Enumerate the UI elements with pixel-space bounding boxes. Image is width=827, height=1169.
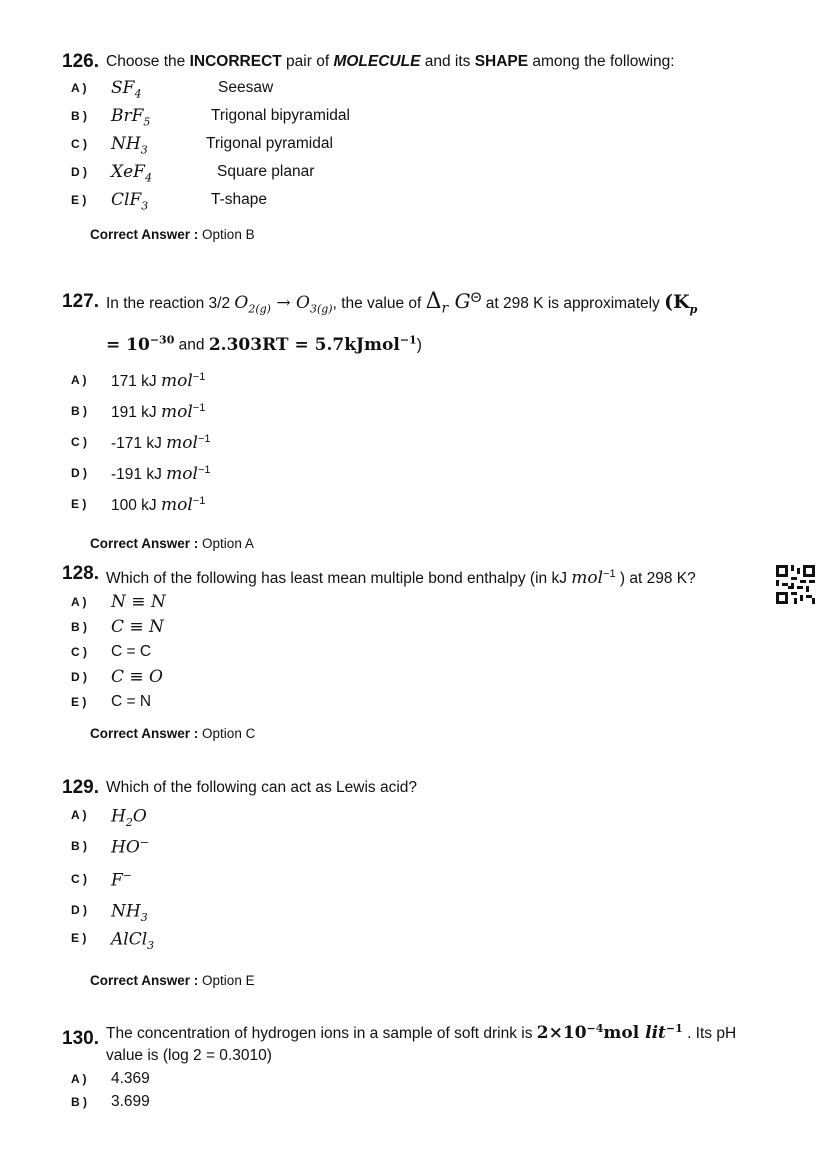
option-formula: ClF$_3$ bbox=[111, 190, 149, 213]
option-a[interactable] bbox=[62, 367, 767, 398]
formula-rt: 2.303RT = 5.7kJmol$^{-1}$ bbox=[208, 332, 417, 355]
option-b[interactable] bbox=[62, 614, 767, 639]
option-formula: F− bbox=[111, 869, 133, 891]
formula-o2: $O_{2(g)}$ bbox=[234, 293, 271, 316]
formula-o3: $O_{3(g)}$ bbox=[296, 293, 333, 316]
option-label: B ) bbox=[71, 403, 87, 418]
stem-text: among the following: bbox=[528, 53, 675, 70]
correct-answer bbox=[90, 536, 767, 551]
option-shape: Trigonal bipyramidal bbox=[211, 107, 350, 124]
option-label: C ) bbox=[71, 872, 87, 886]
options-list bbox=[62, 367, 767, 522]
options-list bbox=[62, 589, 767, 714]
option-shape: Seesaw bbox=[218, 79, 274, 96]
option-formula: HO− bbox=[111, 836, 149, 858]
option-b[interactable] bbox=[62, 1092, 767, 1115]
option-label: A ) bbox=[71, 808, 87, 822]
option-a[interactable] bbox=[62, 1069, 767, 1092]
question-stem bbox=[62, 778, 767, 798]
question-number: 127. bbox=[62, 291, 99, 312]
option-formula: C = C bbox=[111, 643, 152, 661]
option-d[interactable] bbox=[62, 460, 767, 491]
option-label: A ) bbox=[71, 81, 87, 95]
delta-symbol: Δ bbox=[425, 289, 442, 315]
option-value: 171 kJ mol$^{-1}$ bbox=[111, 370, 206, 391]
stem-bold-italic: MOLECULE bbox=[333, 53, 421, 70]
answer-value: Option E bbox=[202, 973, 255, 988]
correct-answer bbox=[90, 726, 767, 741]
option-b[interactable] bbox=[62, 833, 767, 866]
option-formula: N ≡ N bbox=[111, 592, 166, 613]
option-value: 100 kJ mol$^{-1}$ bbox=[111, 494, 206, 515]
option-value: 4.369 bbox=[111, 1070, 150, 1088]
options-list bbox=[62, 75, 767, 215]
stem-text: Choose the bbox=[106, 53, 190, 70]
option-formula: C ≡ O bbox=[111, 667, 163, 688]
option-value: 3.699 bbox=[111, 1093, 150, 1111]
option-c[interactable] bbox=[62, 131, 767, 159]
option-formula: C ≡ N bbox=[111, 617, 164, 638]
option-label: E ) bbox=[71, 496, 87, 511]
option-d[interactable] bbox=[62, 664, 767, 689]
option-a[interactable] bbox=[62, 75, 767, 103]
option-label: B ) bbox=[71, 109, 87, 123]
stem-text: pair of bbox=[281, 53, 334, 70]
option-c[interactable] bbox=[62, 866, 767, 897]
correct-answer bbox=[90, 227, 767, 242]
option-value: 191 kJ mol$^{-1}$ bbox=[111, 401, 206, 422]
option-label: B ) bbox=[71, 839, 87, 853]
option-a[interactable] bbox=[62, 802, 767, 833]
option-formula: C = N bbox=[111, 693, 152, 711]
option-formula: BrF$_5$ bbox=[111, 106, 151, 129]
question-number: 126. bbox=[62, 51, 99, 72]
option-shape: Trigonal pyramidal bbox=[206, 135, 333, 152]
option-b[interactable] bbox=[62, 398, 767, 429]
option-formula: AlCl$_3$ bbox=[111, 929, 155, 953]
question-130 bbox=[62, 1018, 767, 1115]
option-formula: $H_2O$ bbox=[111, 806, 147, 830]
question-number: 130. bbox=[62, 1028, 99, 1049]
option-value: -171 kJ mol$^{-1}$ bbox=[111, 432, 211, 453]
option-b[interactable] bbox=[62, 103, 767, 131]
question-number: 128. bbox=[62, 563, 99, 584]
option-label: C ) bbox=[71, 137, 87, 151]
question-number: 129. bbox=[62, 777, 99, 798]
answer-label: Correct Answer : bbox=[90, 973, 199, 988]
question-stem bbox=[62, 52, 767, 72]
option-label: E ) bbox=[71, 193, 87, 207]
stem-text: and its bbox=[420, 53, 475, 70]
stem-text: Which of the following can act as Lewis acid? bbox=[106, 779, 418, 796]
options-list bbox=[62, 802, 767, 953]
option-e[interactable] bbox=[62, 689, 767, 714]
option-label: E ) bbox=[71, 695, 87, 710]
option-c[interactable] bbox=[62, 639, 767, 664]
option-label: D ) bbox=[71, 165, 87, 179]
stem-bold: INCORRECT bbox=[189, 53, 282, 70]
option-shape: T-shape bbox=[211, 191, 268, 208]
question-126 bbox=[62, 52, 767, 242]
option-value: -191 kJ mol$^{-1}$ bbox=[111, 463, 211, 484]
option-a[interactable] bbox=[62, 589, 767, 614]
question-stem: 130. The concentration of hydrogen ions in a sample of soft drink is $2\times 10^{-4}mol$ lit$^{-1}$ . Its pH value is (log 2 = 0.3010) bbox=[62, 1022, 737, 1065]
answer-value: Option B bbox=[202, 227, 255, 242]
answer-label: Correct Answer : bbox=[90, 535, 199, 551]
option-label: E ) bbox=[71, 931, 87, 945]
formula-kp: ($K_p$ bbox=[664, 291, 698, 316]
answer-label: Correct Answer : bbox=[90, 227, 199, 242]
option-label: A ) bbox=[71, 595, 87, 610]
answer-value: Option C bbox=[202, 726, 256, 742]
question-127 bbox=[62, 282, 767, 551]
option-label: C ) bbox=[71, 434, 87, 449]
formula-kp-value: = $10^{-30}$ bbox=[106, 332, 175, 355]
question-128 bbox=[62, 564, 767, 741]
question-stem: 127. In the reaction 3/2 $O_{2(g)} \to O_{3(g)}$, the value of $\Delta_r$ $G^\Theta$ at 298 K is approximately ($K_p$ = $10^{-30}$ and 2.303RT = 5.7kJmol$^{-1}$) bbox=[62, 289, 698, 355]
option-e[interactable] bbox=[62, 925, 767, 953]
stem-bold: SHAPE bbox=[474, 53, 529, 70]
option-label: D ) bbox=[71, 903, 87, 917]
question-129 bbox=[62, 778, 767, 988]
option-d[interactable] bbox=[62, 897, 767, 925]
option-d[interactable] bbox=[62, 159, 767, 187]
option-formula: $NH_3$ bbox=[111, 134, 148, 157]
answer-label: Correct Answer : bbox=[90, 726, 199, 742]
option-label: B ) bbox=[71, 1095, 87, 1110]
option-e[interactable] bbox=[62, 491, 767, 522]
option-shape: Square planar bbox=[217, 163, 315, 180]
option-label: D ) bbox=[71, 670, 87, 685]
question-stem: 128. Which of the following has least mean multiple bond enthalpy (in kJ mol$^{-1}$ ) at 298 K? bbox=[62, 563, 696, 589]
option-label: B ) bbox=[71, 620, 87, 635]
option-label: A ) bbox=[71, 1072, 87, 1087]
option-label: D ) bbox=[71, 465, 87, 480]
option-e[interactable] bbox=[62, 187, 767, 215]
option-c[interactable] bbox=[62, 429, 767, 460]
answer-value: Option A bbox=[202, 535, 254, 551]
option-label: C ) bbox=[71, 645, 87, 660]
option-formula: XeF$_4$ bbox=[111, 162, 152, 185]
option-label: A ) bbox=[71, 372, 87, 387]
qr-code bbox=[776, 565, 815, 604]
options-list bbox=[62, 1069, 767, 1115]
correct-answer bbox=[90, 973, 767, 988]
option-formula: $SF_4$ bbox=[111, 78, 142, 101]
option-formula: $NH_3$ bbox=[111, 901, 148, 925]
